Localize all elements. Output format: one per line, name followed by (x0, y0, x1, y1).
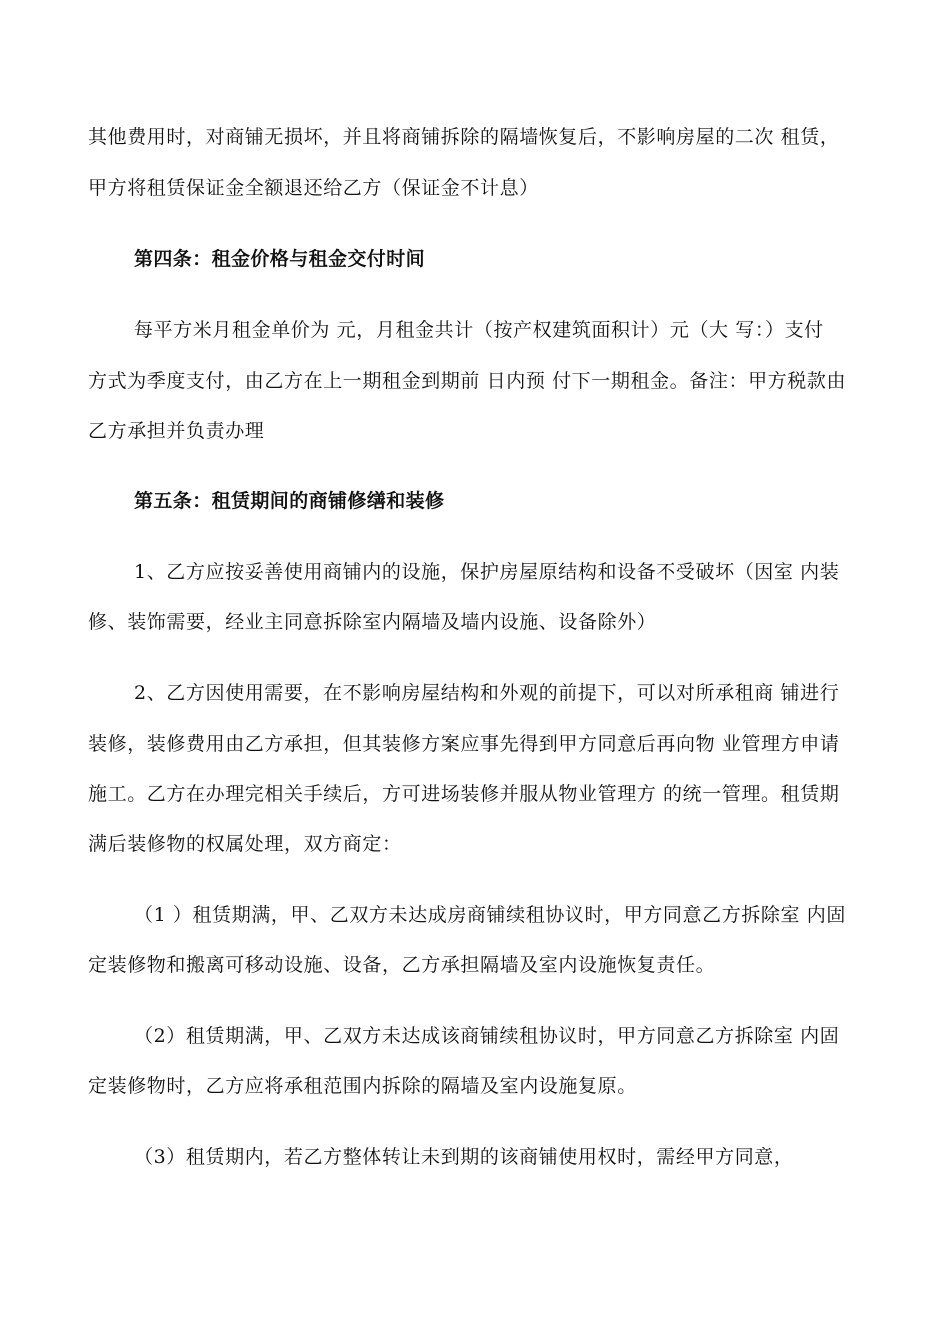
paragraph-line: 每平方米月租金单价为 元，月租金共计（按产权建筑面积计）元（大 写：）支付 (134, 319, 824, 341)
paragraph-line: 1、乙方应按妥善使用商铺内的设施，保护房屋原结构和设备不受破坏（因室 内装 (134, 561, 840, 583)
paragraph-line: 施工。乙方在办理完相关手续后，方可进场装修并服从物业管理方 的统一管理。租赁期 (88, 783, 840, 805)
paragraph-line: （3）租赁期内，若乙方整体转让未到期的该商铺使用权时，需经甲方同意， (134, 1146, 794, 1168)
section-heading-article-4: 第四条：租金价格与租金交付时间 (134, 248, 426, 270)
paragraph-line: 修、装饰需要，经业主同意拆除室内隔墙及墙内设施、设备除外） (88, 611, 657, 633)
paragraph-line: （1 ）租赁期满，甲、乙双方未达成房商铺续租协议时，甲方同意乙方拆除室 内固 (134, 904, 846, 926)
paragraph-line: 甲方将租赁保证金全额退还给乙方（保证金不计息） (88, 177, 539, 199)
paragraph-line: 2、乙方因使用需要，在不影响房屋结构和外观的前提下，可以对所承租商 铺进行 (134, 682, 840, 704)
paragraph-line: 装修，装修费用由乙方承担，但其装修方案应事先得到甲方同意后再向物 业管理方申请 (88, 733, 840, 755)
paragraph-line: 定装修物时，乙方应将承租范围内拆除的隔墙及室内设施复原。 (88, 1075, 637, 1097)
paragraph-line: （2）租赁期满，甲、乙双方未达成该商铺续租协议时，甲方同意乙方拆除室 内固 (134, 1025, 840, 1047)
paragraph-line: 其他费用时，对商铺无损坏，并且将商铺拆除的隔墙恢复后，不影响房屋的二次 租赁， (88, 126, 840, 148)
paragraph-line: 定装修物和搬离可移动设施、设备，乙方承担隔墙及室内设施恢复责任。 (88, 954, 716, 976)
paragraph-line: 乙方承担并负责办理 (88, 420, 265, 442)
paragraph-line: 满后装修物的权属处理，双方商定： (88, 833, 402, 855)
paragraph-line: 方式为季度支付，由乙方在上一期租金到期前 日内预 付下一期租金。备注：甲方税款由 (88, 370, 847, 392)
section-heading-article-5: 第五条：租赁期间的商铺修缮和装修 (134, 490, 445, 512)
